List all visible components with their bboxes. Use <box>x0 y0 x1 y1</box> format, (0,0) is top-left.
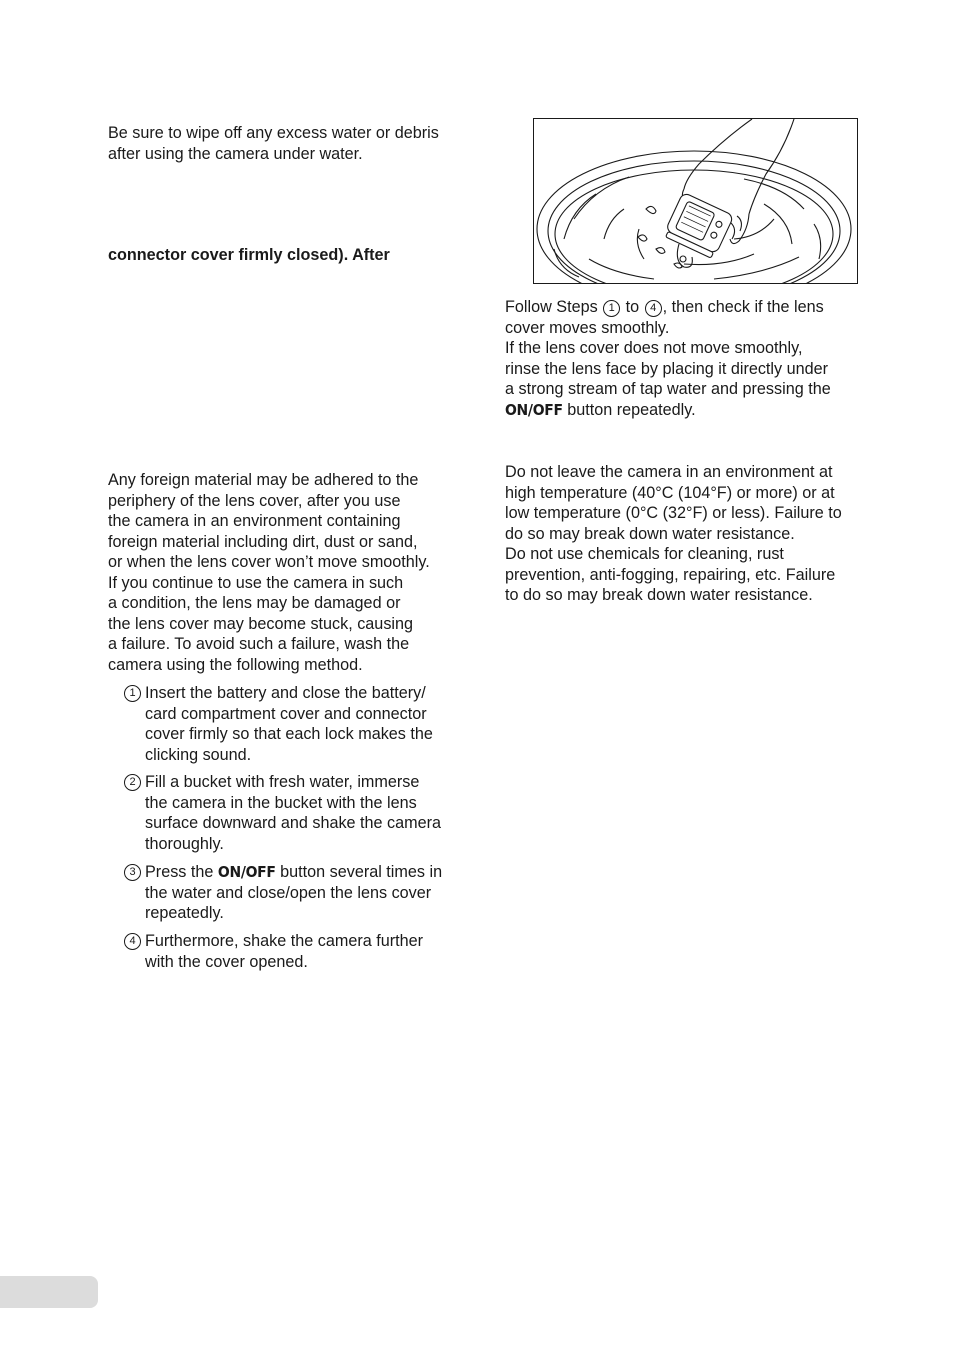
on-off-button-label: ON/OFF <box>217 863 276 881</box>
step-1: 1 Insert the battery and close the battery/ card compartment cover and connector cover firmly so that each lock makes the clicking sound. <box>124 683 469 765</box>
camera-washing-figure <box>533 118 858 284</box>
step-ref-4: 4 <box>645 300 662 317</box>
warnings-paragraph: Do not leave the camera in an environment at high temperature (40°C (104°F) or more) or at low temperature (0°C (32°F) or less). Failure to do so may break down water resistance. Do not use chemicals for cleaning, rust prevention, anti-fogging, repairing, etc. Failure to do so may break down water resistance. <box>505 463 842 604</box>
hand-washing-camera-in-bucket-icon <box>534 119 857 283</box>
step-4: 4 Furthermore, shake the camera further with the cover opened. <box>124 931 469 972</box>
step-3: 3 Press the ON/OFF button several times in the water and close/open the lens cover repeatedly. <box>124 862 469 924</box>
step-number-1: 1 <box>124 685 141 702</box>
step-number-3: 3 <box>124 864 141 881</box>
follow-steps-paragraph: Follow Steps 1 to 4 , then check if the lens cover moves smoothly. If the lens cover does not move smoothly, rinse the lens face by placing it directly under a strong stream of tap water and pressing the ON/OFF button repeatedly. <box>505 298 831 419</box>
foreign-material-paragraph: Any foreign material may be adhered to the periphery of the lens cover, after you use the camera in an environment containing foreign material including dirt, dust or sand, or when the lens cover won’t move smoothly. If you continue to use the camera in such a condition, the lens may be damaged or the lens cover may become stuck, causing a failure. To avoid such a failure, wash the camera using the following method. <box>108 471 430 674</box>
step-2: 2 Fill a bucket with fresh water, immerse the camera in the bucket with the lens surface downward and shake the camera thoroughly. <box>124 772 469 854</box>
step-ref-1: 1 <box>603 300 620 317</box>
step-number-2: 2 <box>124 774 141 791</box>
bold-fragment: connector cover firmly closed). After <box>108 246 390 264</box>
intro-paragraph: Be sure to wipe off any excess water or debris after using the camera under water. <box>108 124 439 163</box>
on-off-button-label: ON/OFF <box>505 400 563 419</box>
step-number-4: 4 <box>124 933 141 950</box>
page-number-tab <box>0 1276 98 1308</box>
